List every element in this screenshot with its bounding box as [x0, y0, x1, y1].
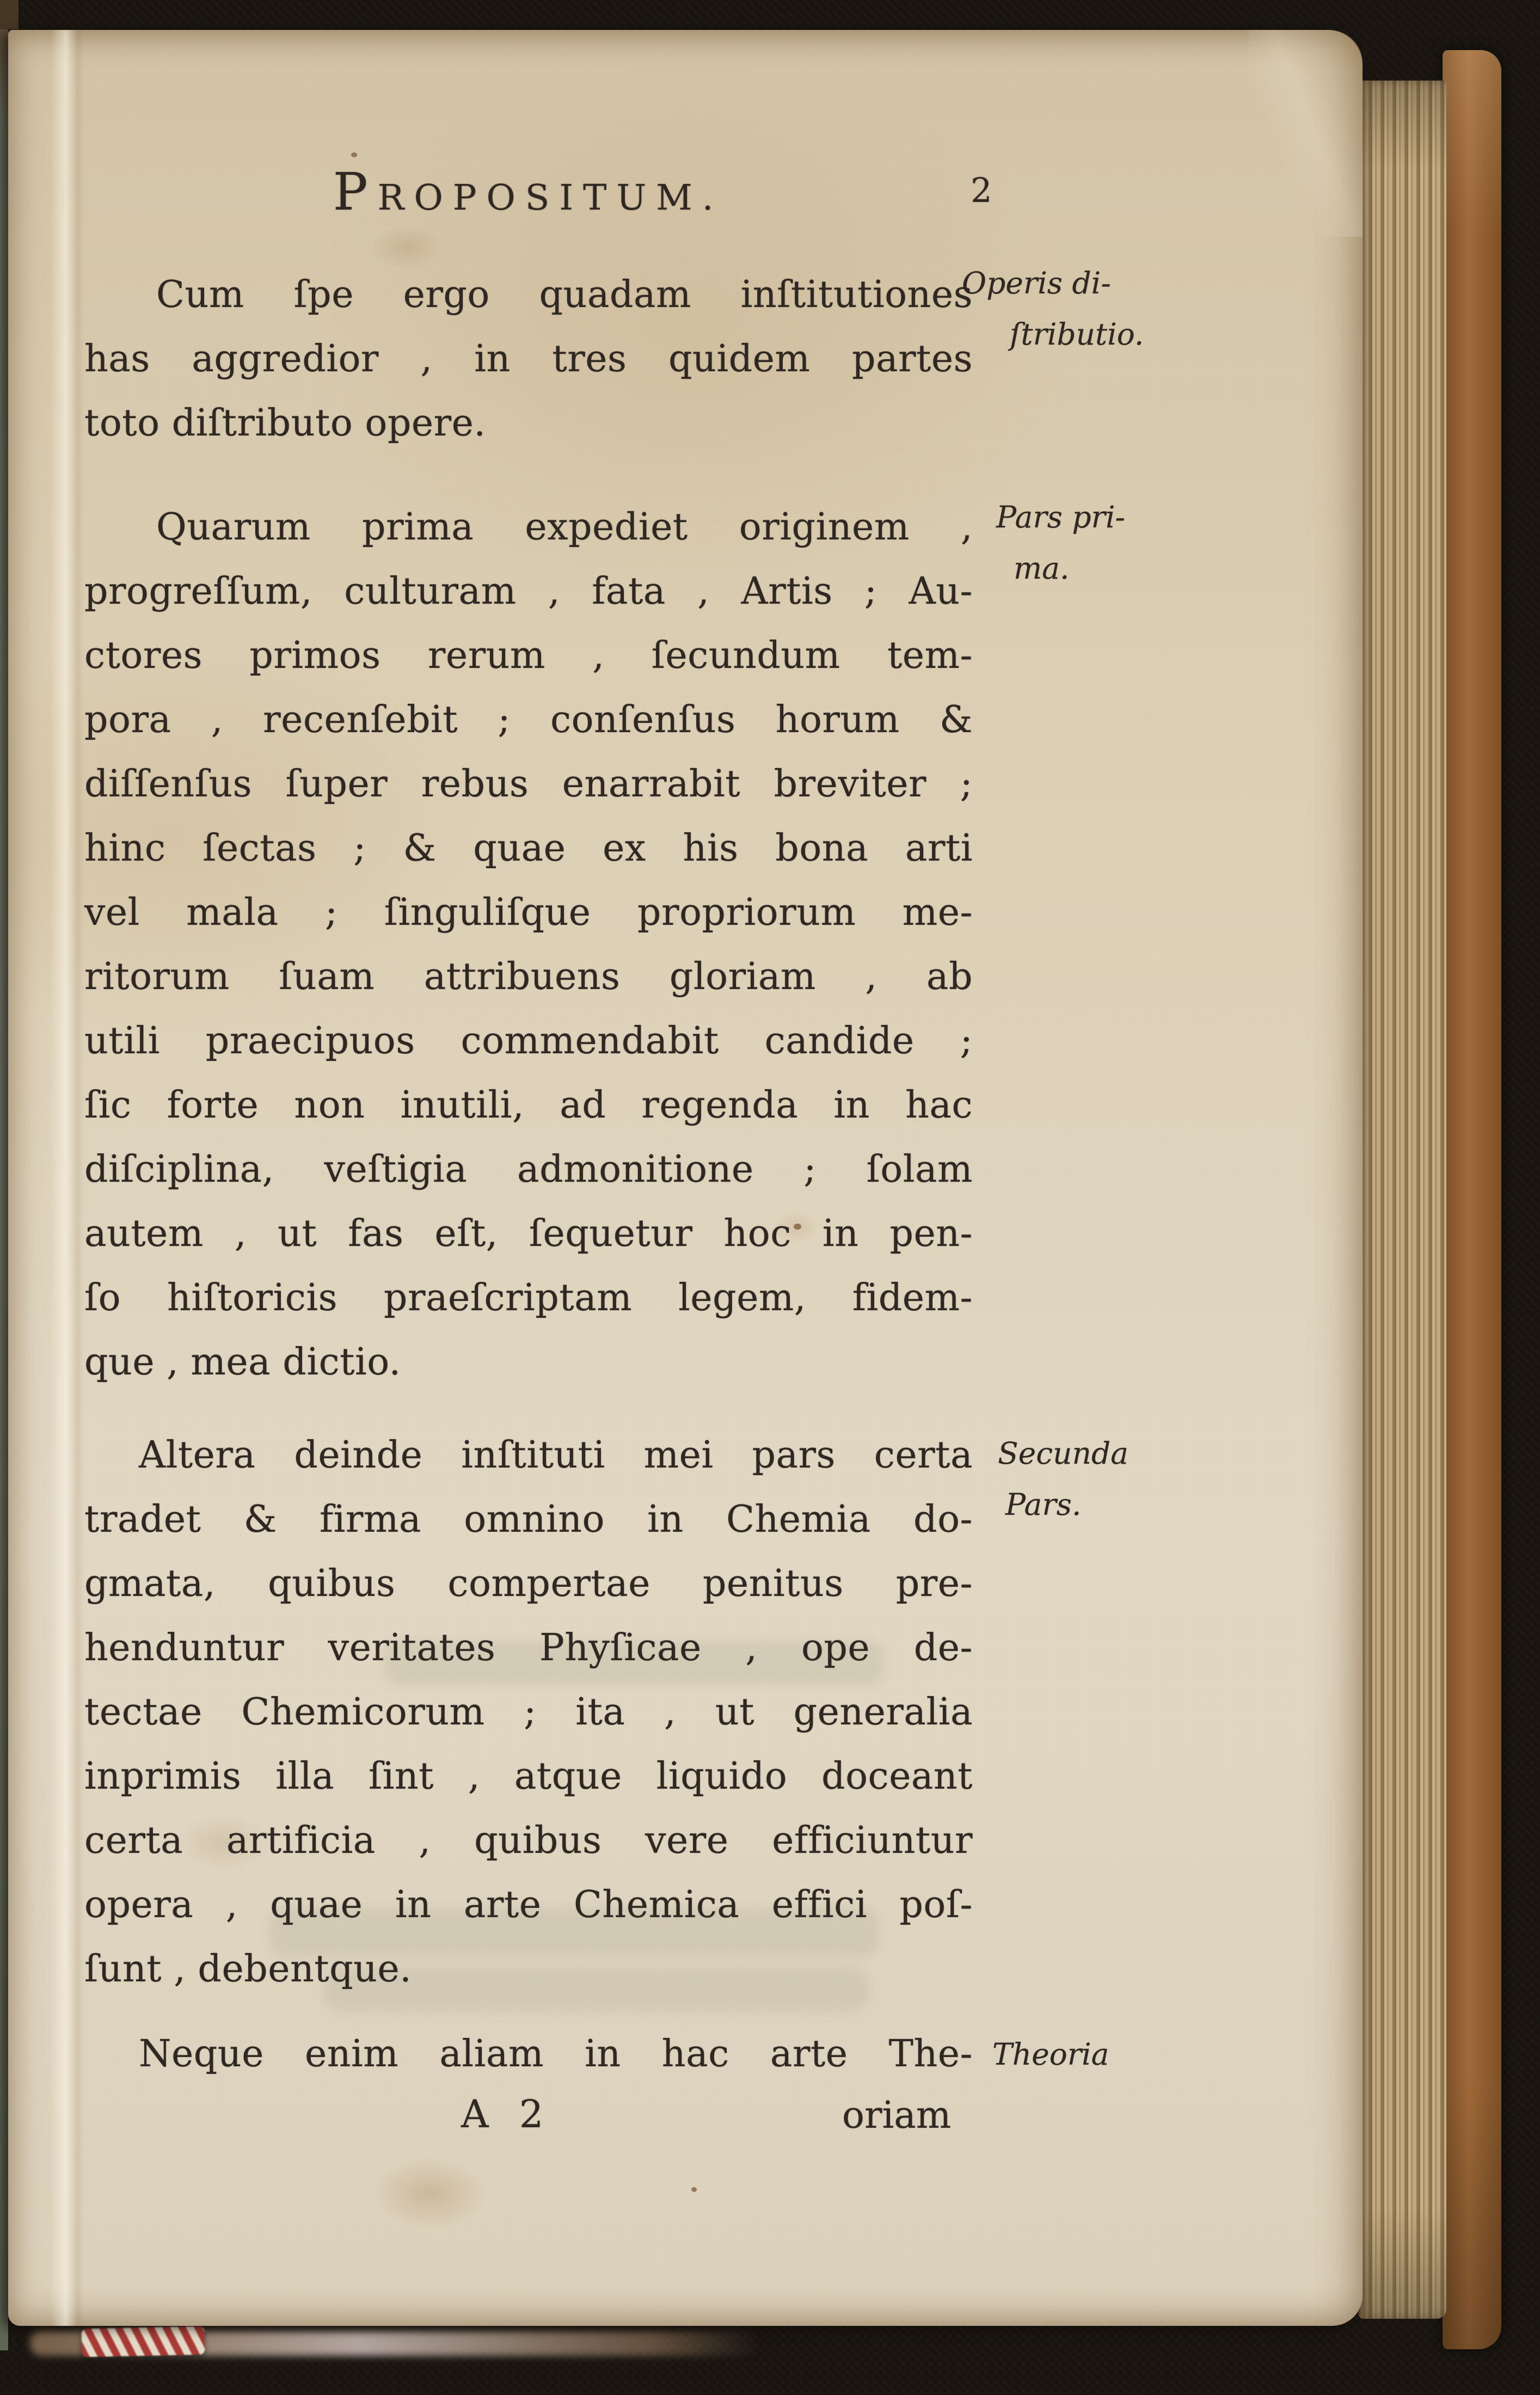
text-line: Altera deinde inſtituti mei pars certa [139, 1434, 973, 1477]
top-left-cover-corner [0, 0, 19, 29]
margin-note-line: ma. [1014, 551, 1070, 586]
text-line: has aggredior , in tres quidem partes [84, 337, 973, 380]
left-page-edge-strip [0, 26, 8, 2350]
page-title [84, 162, 972, 222]
margin-note-line: Operis di- [962, 266, 1111, 300]
page-number: 2 [971, 170, 992, 210]
text-line: vel mala ; ſinguliſque propriorum me- [84, 891, 973, 934]
text-line: opera , quae in arte Chemica effici poſ- [84, 1883, 973, 1926]
text-line: tradet & firma omnino in Chemia do- [84, 1498, 973, 1541]
text-line: Neque enim aliam in hac arte The- [139, 2032, 973, 2075]
page-title-rest: ROPOSITUM. [377, 177, 723, 218]
margin-note-operis-distributio [962, 257, 1144, 360]
signature-mark: A 2 [461, 2092, 544, 2136]
text-line: inprimis illa ſint , atque liquido doceant [84, 1755, 973, 1798]
text-line: Cum ſpe ergo quadam inſtitutiones [156, 273, 973, 316]
catchword: oriam [842, 2094, 952, 2137]
margin-note-line: ſtributio. [1010, 317, 1144, 352]
margin-note-line: Secunda [998, 1436, 1128, 1471]
margin-note-line: Pars pri- [996, 500, 1125, 535]
text-line: ctores primos rerum , ſecundum tem- [84, 634, 973, 677]
page-corner-curl [1248, 30, 1363, 237]
endband-red-stripes [81, 2326, 205, 2357]
book-page [8, 30, 1363, 2326]
margin-note-pars-prima [996, 492, 1125, 594]
text-line: ſunt , debentque. [84, 1948, 412, 1991]
gutter-crease-highlight [51, 30, 84, 2326]
page-title-initial: P [333, 162, 378, 222]
paragraph [84, 2022, 973, 2086]
foxing-speck [691, 2187, 697, 2192]
paragraph [84, 1423, 973, 2001]
text-line: diſſenſus ſuper rebus enarrabit breviter ; [84, 763, 973, 806]
text-line: tectae Chemicorum ; ita , ut generalia [84, 1691, 973, 1734]
text-line: ſic forte non inutili, ad regenda in hac [84, 1084, 973, 1127]
text-line: hinc ſectas ; & quae ex his bona arti [84, 827, 973, 870]
text-line: certa artificia , quibus vere efficiuntur [84, 1819, 973, 1862]
margin-note-secunda-pars [998, 1428, 1128, 1530]
paragraph [84, 495, 973, 1395]
paragraph [84, 263, 973, 456]
text-line: henduntur veritates Phyſicae , ope de- [84, 1626, 973, 1669]
page-stack-fore-edge [1358, 81, 1446, 2319]
text-line: que , mea dictio. [84, 1341, 401, 1384]
text-line: ſo hiſtoricis praeſcriptam legem, fidem- [84, 1276, 973, 1319]
margin-note-theoria [992, 2029, 1109, 2080]
text-line: gmata, quibus compertae penitus pre- [84, 1562, 973, 1605]
foxing-speck [351, 152, 357, 157]
text-line: Quarum prima expediet originem , [156, 506, 973, 549]
text-line: toto diſtributo opere. [84, 402, 486, 445]
text-line: autem , ut fas eſt, ſequetur hoc in pen- [84, 1212, 973, 1255]
text-line: diſciplina, veſtigia admonitione ; ſolam [84, 1148, 973, 1191]
text-line: pora , recenſebit ; conſenſus horum & [84, 698, 973, 741]
text-line: progreſſum, culturam , fata , Artis ; Au- [84, 570, 973, 613]
text-line: ritorum ſuam attribuens gloriam , ab [84, 955, 973, 998]
margin-note-line: Pars. [1005, 1487, 1082, 1522]
margin-note-line: Theoria [992, 2037, 1109, 2072]
book-cover-leather-edge [1443, 50, 1501, 2349]
text-line: utili praecipuos commendabit candide ; [84, 1020, 973, 1063]
